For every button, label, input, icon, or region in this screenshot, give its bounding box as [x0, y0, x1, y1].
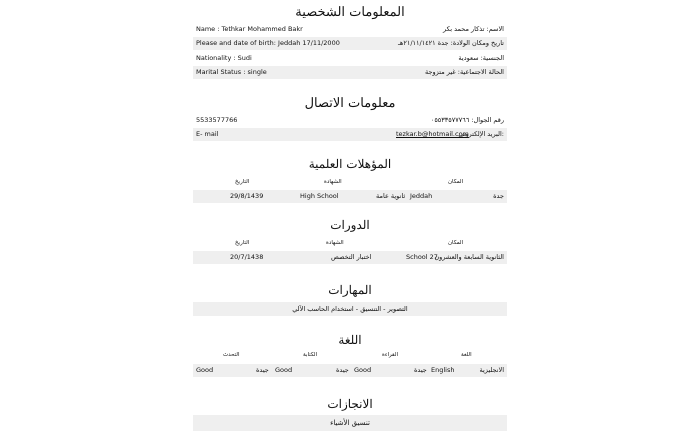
achievements-row — [193, 415, 507, 431]
email-label-en: E- mail — [196, 130, 219, 138]
lang-language-ar: الانجليزية — [479, 366, 504, 374]
lang-writing-en: Good — [275, 366, 293, 374]
phone-en: 5533577766 — [196, 116, 238, 124]
lang-speaking-ar: جيدة — [256, 366, 269, 374]
skills-text: التصوير - التنسيق - استخدام الحاسب الآلي — [292, 305, 408, 313]
edu-header-place: المكان — [448, 179, 464, 185]
education-row — [193, 190, 507, 203]
lang-header-reading: القراءة — [382, 352, 399, 358]
course-header-date: التاريخ — [235, 240, 250, 246]
edu-degree-ar: ثانوية عامة — [376, 192, 406, 200]
edu-date: 29/8/1439 — [230, 192, 264, 200]
contact-row-email — [193, 128, 507, 141]
course-degree-ar: اختبار التخصص — [331, 253, 372, 261]
language-title: اللغة — [338, 333, 362, 347]
skills-title: المهارات — [328, 283, 372, 297]
skills-row — [193, 302, 507, 316]
course-place-ar: الثانوية السابعة والعشرون — [434, 253, 504, 261]
contact-title: معلومات الاتصال — [304, 96, 396, 111]
edu-place-en: Jeddah — [410, 192, 433, 200]
language-row — [193, 364, 507, 377]
lang-header-language: اللغة — [461, 352, 472, 358]
courses-row — [193, 251, 507, 264]
education-title: المؤهلات العلمية — [308, 157, 392, 171]
personal-row-name — [193, 23, 507, 36]
lang-reading-en: Good — [354, 366, 372, 374]
lang-speaking-en: Good — [196, 366, 214, 374]
lang-language-en: English — [431, 366, 455, 374]
marital-ar: الحالة الاجتماعية: غير متزوجة — [425, 68, 504, 76]
edu-place-ar: جدة — [493, 192, 504, 200]
edu-header-degree: الشهادة — [324, 179, 342, 185]
lang-header-speaking: التحدث — [223, 352, 240, 358]
courses-title: الدورات — [330, 218, 370, 232]
marital-en: Marital Status : single — [196, 68, 267, 76]
name-ar: الاسم: تذكار محمد بكر — [443, 25, 504, 33]
nationality-en: Nationality : Sudi — [196, 54, 252, 62]
birth-en: Please and date of birth: Jeddah 17/11/2000 — [196, 39, 340, 47]
email-label-ar: :البريد الإلكتروني — [458, 130, 504, 138]
edu-degree-en: High School — [300, 192, 339, 200]
personal-row-nationality — [193, 52, 507, 65]
personal-info-title: المعلومات الشخصية — [295, 5, 405, 20]
course-place-en: School 27 — [406, 253, 438, 261]
course-header-degree: الشهادة — [326, 240, 344, 246]
edu-header-date: التاريخ — [235, 179, 250, 185]
lang-header-writing: الكتابة — [303, 352, 318, 358]
phone-ar: رقم الجوال: ٠٥٥٣٣٥٧٧٧٦٦ — [430, 116, 504, 124]
lang-writing-ar: جيدة — [336, 366, 349, 374]
achievements-title: الانجازات — [327, 397, 373, 411]
personal-row-marital — [193, 66, 507, 79]
name-en: Name : Tethkar Mohammed Bakr — [196, 25, 303, 33]
birth-ar: تاريخ ومكان الولادة: جدة ٢١/١١/١٤٢١هـ — [398, 39, 504, 47]
email-link[interactable]: tezkar.b@hotmail.com — [396, 130, 469, 138]
nationality-ar: الجنسية: سعودية — [458, 54, 504, 62]
course-date: 20/7/1438 — [230, 253, 264, 261]
course-header-place: المكان — [448, 240, 464, 246]
personal-row-birth — [193, 37, 507, 50]
achievements-text: تنسيق الأشياء — [330, 419, 370, 427]
lang-reading-ar: جيدة — [414, 366, 427, 374]
contact-row-phone — [193, 114, 507, 127]
